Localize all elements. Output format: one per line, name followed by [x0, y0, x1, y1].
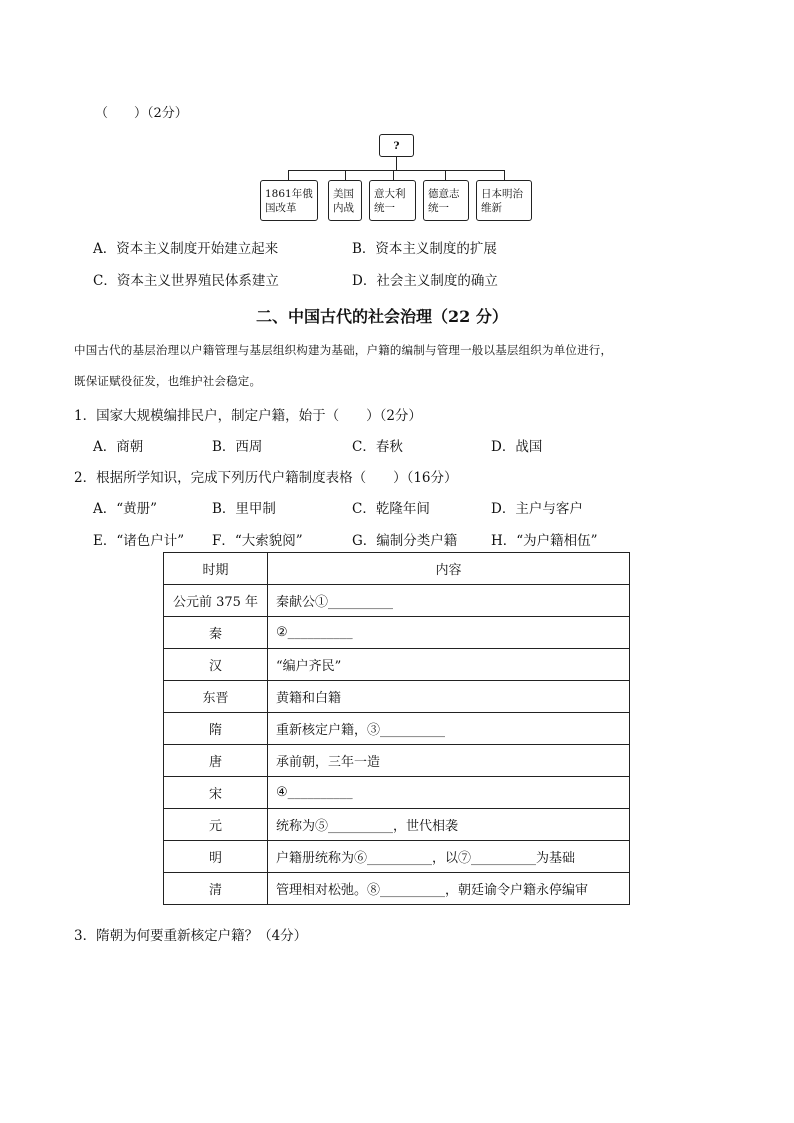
q1-stem: 1．国家大规模编排民户，制定户籍，始于（ ）（2分）: [74, 408, 422, 424]
diagram-item-line: 内战: [333, 201, 354, 214]
table-cell-content: 黄籍和白籍: [268, 681, 630, 713]
q1-option-c: C．春秋: [352, 439, 403, 455]
table-row: [164, 585, 630, 617]
diagram-top-box: [379, 134, 414, 157]
q2-option-e: E．“诸色户计”: [93, 533, 185, 549]
diagram-connector-5: [504, 170, 505, 180]
diagram-item-line: 统一: [374, 201, 395, 214]
prev-option-c: C．资本主义世界殖民体系建立: [93, 273, 279, 289]
diagram-item-line: 维新: [481, 201, 502, 214]
q2-option-a: A．“黄册”: [93, 501, 158, 517]
table-cell-content: ④__________: [268, 777, 630, 809]
diagram-connector-3: [393, 170, 394, 180]
diagram-item-russia-reform: [260, 180, 318, 221]
q2-option-b: B．里甲制: [212, 501, 276, 517]
prev-option-d: D．社会主义制度的确立: [352, 273, 498, 289]
diagram-item-line: 日本明治: [481, 187, 523, 200]
diagram-item-meiji-restoration: [476, 180, 532, 221]
table-row: [164, 809, 630, 841]
table-cell-period: 明: [164, 841, 268, 873]
table-row: [164, 617, 630, 649]
table-cell-period: 唐: [164, 745, 268, 777]
table-cell-content: 秦献公①__________: [268, 585, 630, 617]
diagram-connector-1: [288, 170, 289, 180]
q2-option-f: F．“大索貌阅”: [212, 533, 303, 549]
table-row: [164, 873, 630, 905]
household-registration-table: [163, 552, 630, 905]
table-row: [164, 681, 630, 713]
diagram-connector-2: [345, 170, 346, 180]
diagram-item-line: 美国: [333, 187, 354, 200]
diagram-item-line: 意大利: [374, 187, 406, 200]
table-row: [164, 649, 630, 681]
table-header-content: 内容: [268, 553, 630, 585]
table-cell-content: 户籍册统称为⑥__________，以⑦__________为基础: [268, 841, 630, 873]
table-cell-content: 承前朝，三年一造: [268, 745, 630, 777]
q3-stem: 3．隋朝为何要重新核定户籍？（4分）: [74, 928, 308, 944]
table-cell-content: 统称为⑤__________，世代相袭: [268, 809, 630, 841]
diagram-item-line: 德意志: [428, 187, 460, 200]
diagram-item-italy-unification: [369, 180, 416, 221]
table-cell-period: 秦: [164, 617, 268, 649]
table-row: [164, 713, 630, 745]
diagram-connector-4: [445, 170, 446, 180]
table-cell-period: 汉: [164, 649, 268, 681]
table-cell-period: 元: [164, 809, 268, 841]
diagram-item-line: 国改革: [265, 201, 297, 214]
table-header-period: 时期: [164, 553, 268, 585]
table-cell-period: 宋: [164, 777, 268, 809]
diagram-connector-horizontal: [288, 170, 504, 171]
prev-option-a: A．资本主义制度开始建立起来: [93, 241, 279, 257]
q1-option-b: B．西周: [212, 439, 263, 455]
table-cell-content: 管理相对松弛。⑧__________，朝廷谕令户籍永停编审: [268, 873, 630, 905]
q2-option-g: G．编制分类户籍: [352, 533, 458, 549]
table-header-row: [164, 553, 630, 585]
section-intro-line1: 中国古代的基层治理以户籍管理与基层组织构建为基础，户籍的编制与管理一般以基层组织为单位进行，: [74, 343, 613, 357]
table-cell-period: 清: [164, 873, 268, 905]
table-row: [164, 745, 630, 777]
table-cell-period: 公元前 375 年: [164, 585, 268, 617]
table-row: [164, 841, 630, 873]
section-intro-line2: 既保证赋役征发，也维护社会稳定。: [74, 374, 262, 388]
table-cell-content: ②__________: [268, 617, 630, 649]
table-cell-period: 隋: [164, 713, 268, 745]
diagram-item-line: 1861年俄: [265, 187, 313, 200]
table-cell-content: “编户齐民”: [268, 649, 630, 681]
section-title: 二、中国古代的社会治理（22 分）: [256, 307, 508, 326]
table-cell-content: 重新核定户籍，③__________: [268, 713, 630, 745]
table-cell-period: 东晋: [164, 681, 268, 713]
q1-option-d: D．战国: [491, 439, 543, 455]
q2-option-d: D．主户与客户: [491, 501, 583, 517]
diagram-item-line: 统一: [428, 201, 449, 214]
table-row: [164, 777, 630, 809]
diagram-top-label: ?: [393, 139, 400, 152]
q1-option-a: A．商朝: [93, 439, 144, 455]
q2-option-h: H．“为户籍相伍”: [491, 533, 598, 549]
q2-option-c: C．乾隆年间: [352, 501, 430, 517]
diagram-item-us-civil-war: [328, 180, 362, 221]
prev-option-b: B．资本主义制度的扩展: [352, 241, 497, 257]
prev-question-stem: （ ）（2分）: [95, 106, 188, 121]
diagram-connector-vertical: [396, 157, 397, 170]
diagram-item-germany-unification: [423, 180, 469, 221]
q2-stem: 2．根据所学知识，完成下列历代户籍制度表格（ ）（16分）: [74, 470, 458, 486]
